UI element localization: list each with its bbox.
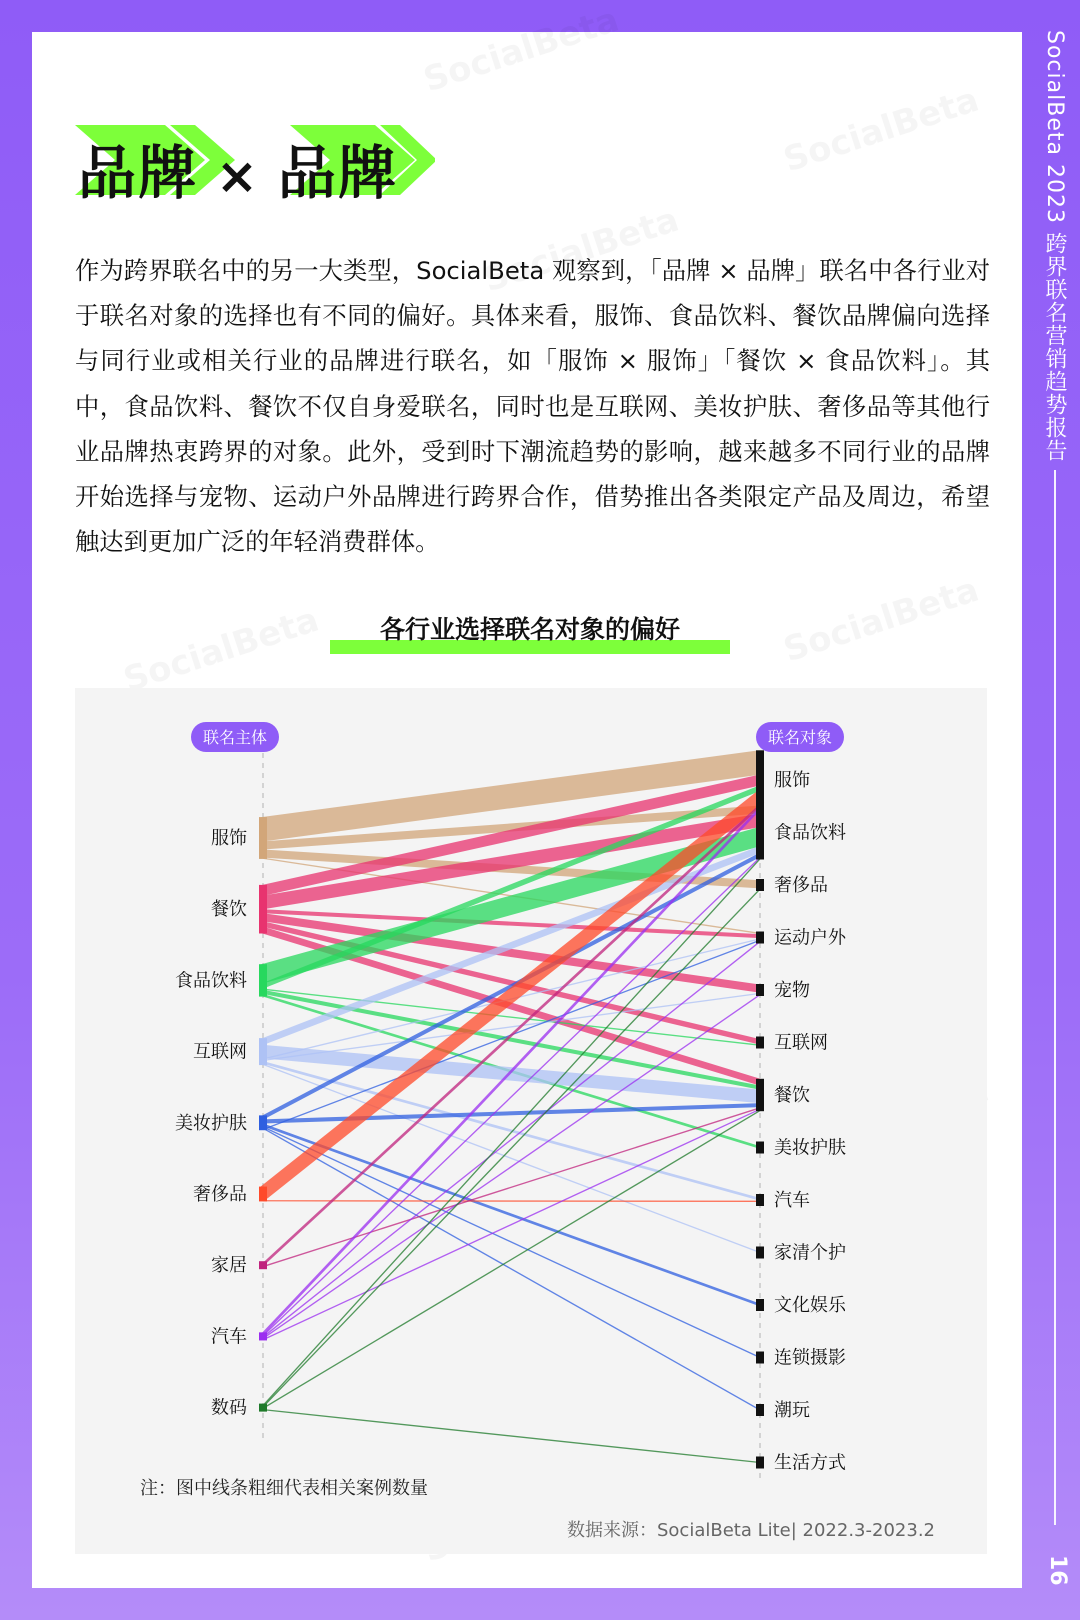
source-label: 食品饮料 — [175, 970, 247, 992]
sankey-link — [263, 1201, 760, 1202]
source-node — [259, 817, 267, 859]
target-node — [756, 1404, 764, 1416]
source-label: 互联网 — [193, 1041, 247, 1063]
source-label: 美妆护肤 — [175, 1112, 247, 1134]
sankey-link — [263, 1111, 760, 1409]
right-header: 联名对象 — [767, 728, 833, 747]
target-label: 文化娱乐 — [774, 1295, 846, 1316]
source-label: 服饰 — [211, 828, 247, 849]
heading-left: 品牌 — [78, 139, 199, 207]
target-node — [756, 1352, 764, 1364]
target-label: 汽车 — [774, 1190, 810, 1211]
source-node — [259, 1038, 267, 1065]
heading-right: 品牌 — [277, 139, 398, 207]
sankey-link — [263, 1410, 760, 1463]
source-label: 数码 — [211, 1397, 247, 1419]
target-node — [756, 1299, 764, 1311]
source-node — [259, 1115, 267, 1130]
sankey-link — [263, 1105, 760, 1121]
sankey-chart-panel — [75, 688, 987, 1554]
side-divider — [1054, 470, 1056, 1525]
data-source: 数据来源：SocialBeta Lite| 2022.3-2023.2 — [566, 1520, 935, 1541]
source-node — [259, 1332, 267, 1340]
target-label: 运动户外 — [774, 927, 846, 949]
source-label: 汽车 — [211, 1326, 247, 1348]
target-label: 互联网 — [774, 1032, 828, 1054]
source-node — [259, 964, 267, 996]
target-node — [756, 1079, 764, 1111]
sankey-chart — [75, 688, 987, 1554]
target-node — [756, 750, 764, 809]
report-side-title: SocialBeta 2023 跨界联名营销趋势报告 — [1042, 30, 1067, 462]
target-label: 奢侈品 — [774, 875, 828, 896]
left-header: 联名主体 — [202, 728, 268, 747]
target-label: 宠物 — [774, 980, 810, 1001]
target-node — [756, 984, 764, 996]
source-node — [259, 885, 267, 934]
sankey-link — [263, 889, 760, 1407]
heading-cross: × — [216, 147, 260, 205]
target-node — [756, 1142, 764, 1154]
chart-title: 各行业选择联名对象的偏好 — [379, 615, 680, 644]
chart-note: 注：图中线条粗细代表相关案例数量 — [140, 1478, 428, 1499]
sankey-link — [263, 995, 760, 1339]
heading-text — [78, 126, 398, 210]
target-node — [756, 1194, 764, 1206]
target-node — [756, 806, 764, 860]
sankey-link — [263, 1128, 760, 1410]
sankey-link — [263, 911, 760, 936]
source-node — [259, 1187, 267, 1202]
target-label: 食品饮料 — [774, 822, 846, 844]
page-number: 16 — [1045, 1555, 1070, 1586]
source-node — [259, 1261, 267, 1269]
target-label: 餐饮 — [774, 1085, 810, 1106]
target-label: 美妆护肤 — [774, 1137, 846, 1159]
source-node — [259, 1404, 267, 1412]
chart-title-block — [330, 610, 730, 660]
target-label: 连锁摄影 — [774, 1347, 846, 1369]
target-node — [756, 932, 764, 944]
source-label: 家居 — [211, 1255, 247, 1277]
target-label: 家清个护 — [774, 1242, 846, 1264]
intro-paragraph: 作为跨界联名中的另一大类型，SocialBeta 观察到，「品牌 × 品牌」联名中各行业对于联名对象的选择也有不同的偏好。具体来看，服饰、食品饮料、餐饮品牌偏向选择与同行业或相关行业的品牌进行联名，如「服饰 × 服饰」「餐饮 × 食品饮料」。其中，食品饮料、餐饮不仅自身爱联名，同时也是互联网、美妆护肤、奢侈品等其他行业品牌热衷跨界的对象。此外，受到时下潮流趋势的影响，越来越多不同行业的品牌开始选择与宠物、运动户外品牌进行跨界合作，借势推出各类限定产品及周边，希望触达到更加广泛的年轻消费群体。 — [75, 256, 990, 557]
target-node — [756, 1037, 764, 1049]
target-node — [756, 1457, 764, 1469]
target-label: 潮玩 — [774, 1400, 810, 1421]
source-label: 餐饮 — [211, 899, 247, 921]
target-node — [756, 879, 764, 891]
source-label: 奢侈品 — [193, 1184, 247, 1205]
target-label: 服饰 — [774, 770, 810, 791]
target-label: 生活方式 — [774, 1452, 846, 1474]
target-node — [756, 1247, 764, 1259]
section-heading — [75, 120, 435, 207]
